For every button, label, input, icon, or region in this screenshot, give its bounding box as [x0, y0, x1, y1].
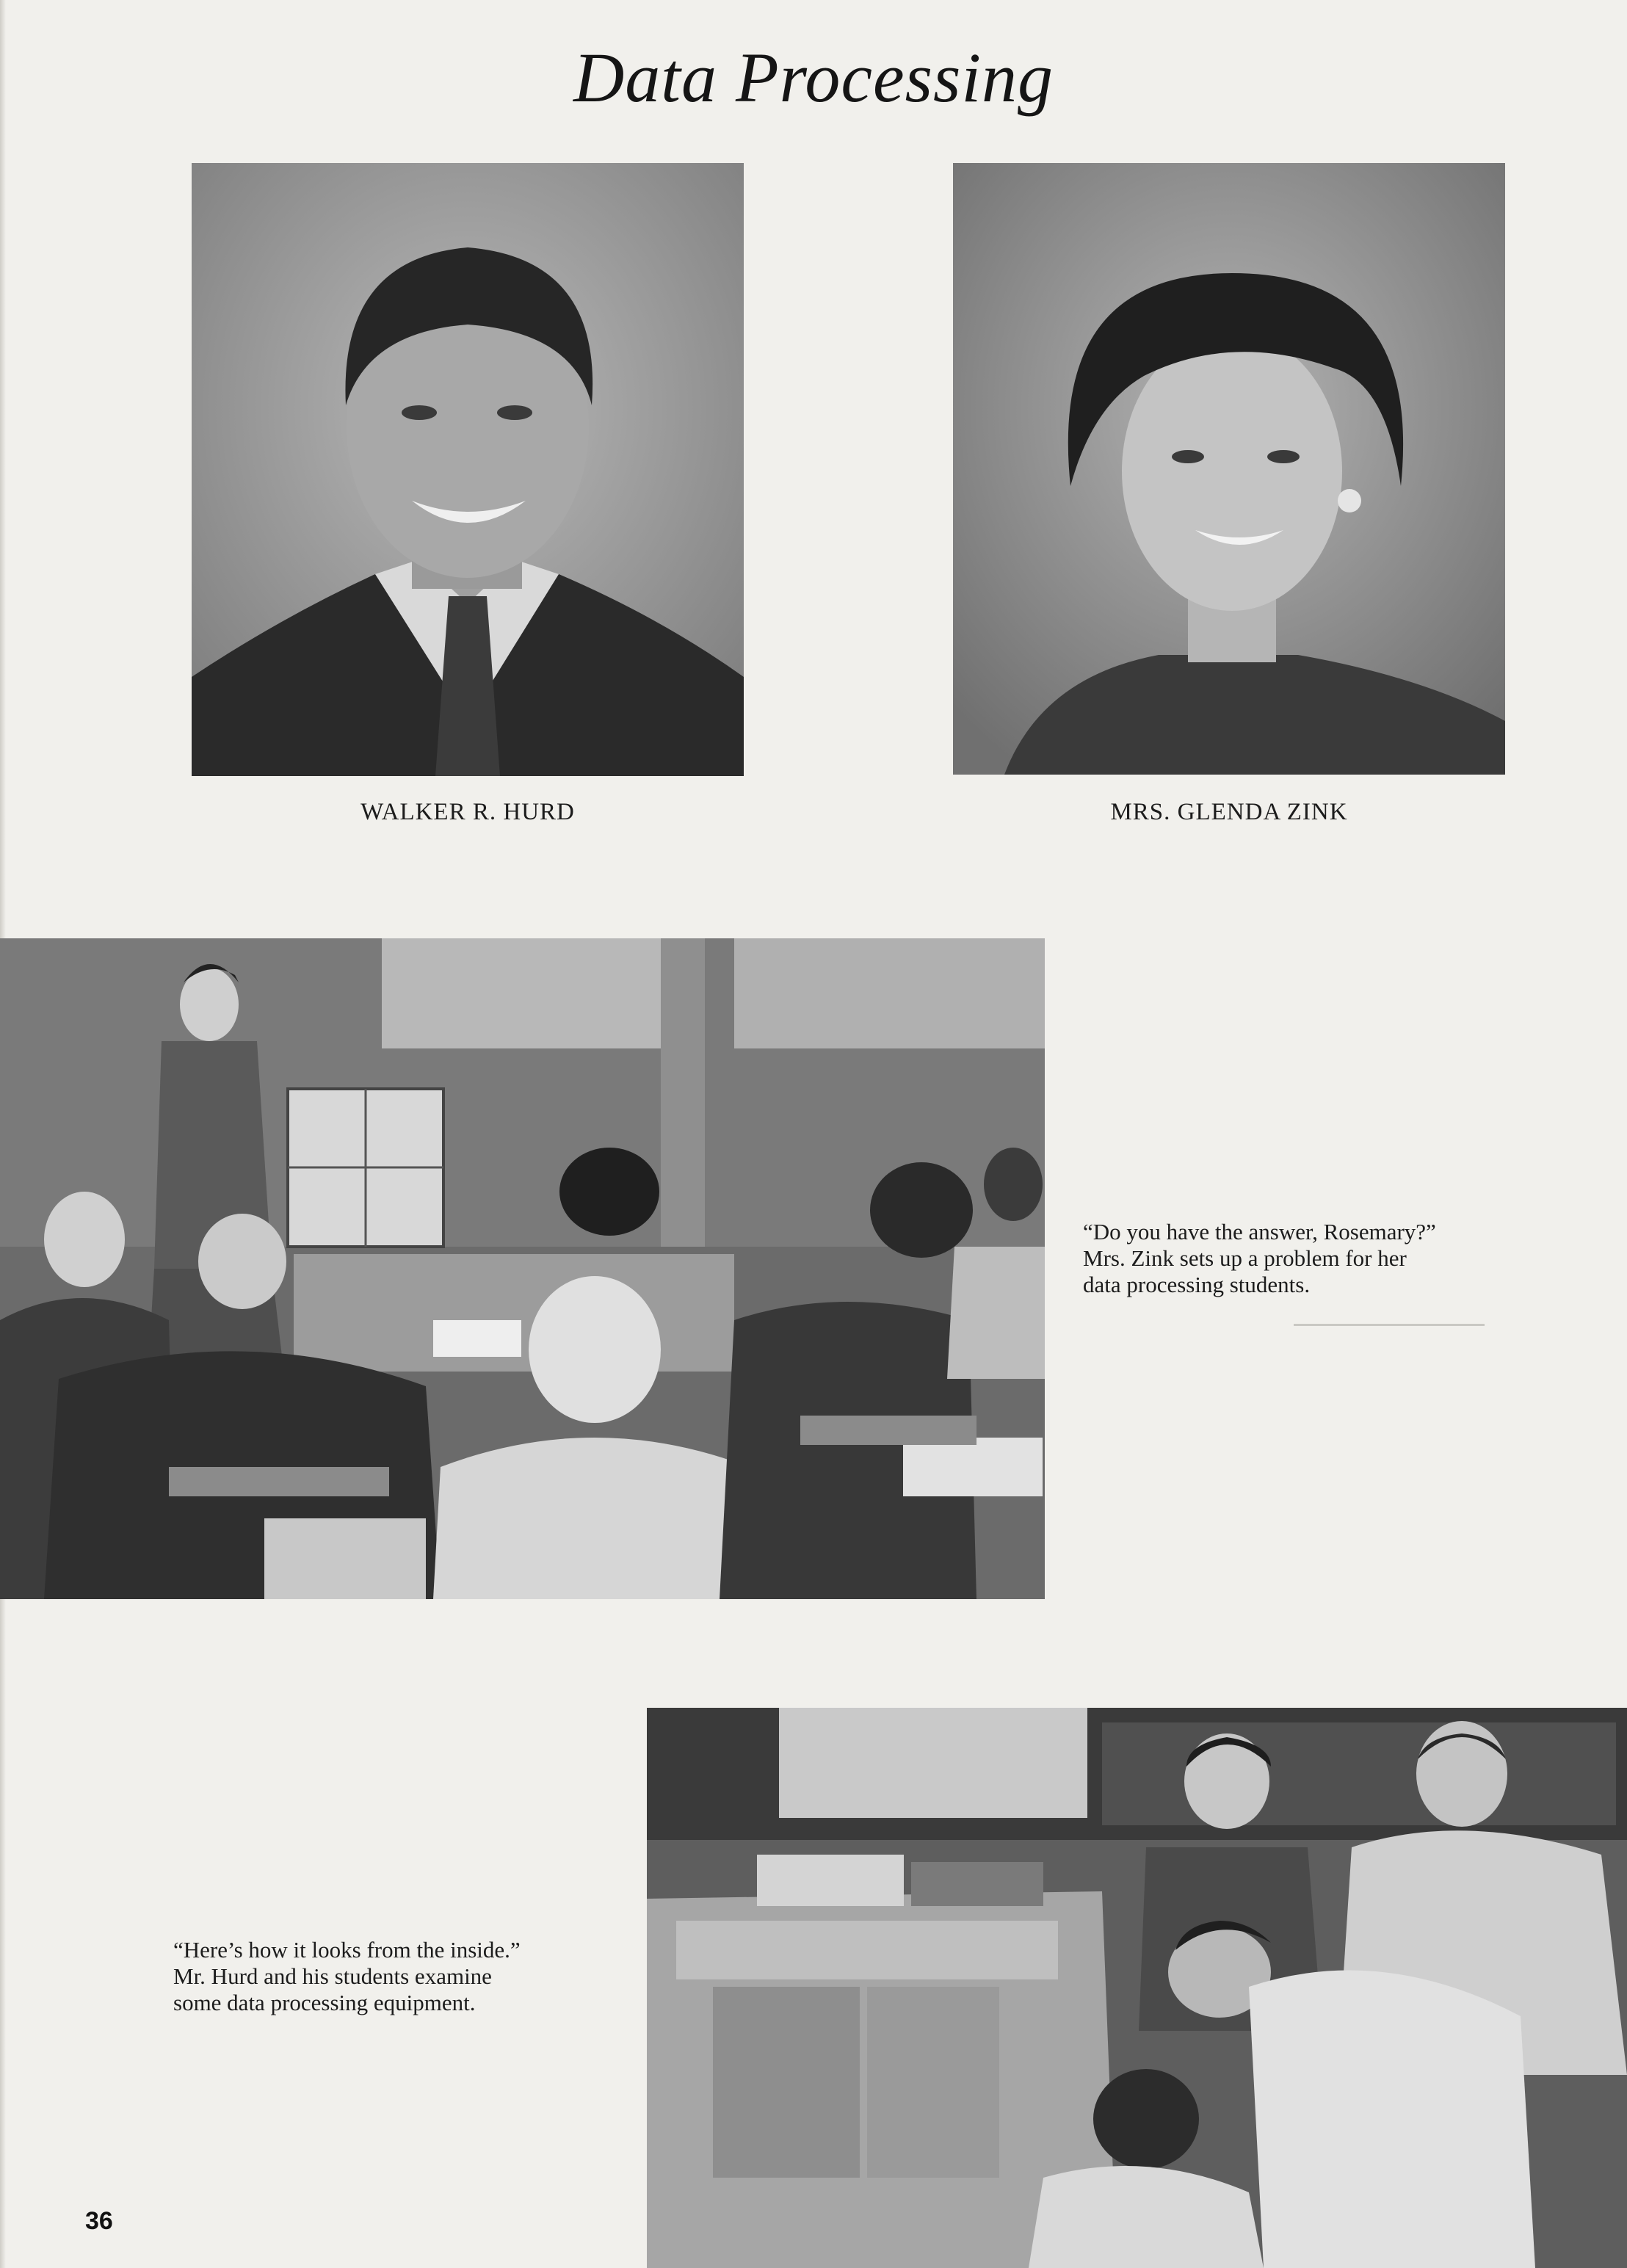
- classroom-caption-line: data processing students.: [1083, 1272, 1311, 1297]
- portrait-caption-glenda-zink: MRS. GLENDA ZINK: [1110, 799, 1348, 825]
- page-title: Data Processing: [573, 38, 1054, 117]
- classroom-photo: [0, 938, 1045, 1599]
- classroom-caption-line: “Do you have the answer, Rosemary?”: [1083, 1219, 1436, 1244]
- equipment-caption-line: “Here’s how it looks from the inside.”: [173, 1937, 521, 1963]
- classroom-caption: [1083, 1219, 1523, 1298]
- portrait-photo-glenda-zink: [953, 163, 1505, 775]
- equipment-caption-line: Mr. Hurd and his students examine: [173, 1963, 492, 1989]
- equipment-caption: [173, 1937, 614, 2016]
- portrait-caption-walker-hurd: WALKER R. HURD: [360, 799, 575, 825]
- faint-rule: [1294, 1324, 1485, 1326]
- classroom-caption-line: Mrs. Zink sets up a problem for her: [1083, 1245, 1407, 1271]
- page-number: 36: [85, 2207, 113, 2235]
- portrait-photo-walker-hurd: [192, 163, 744, 776]
- equipment-caption-line: some data processing equipment.: [173, 1990, 476, 2015]
- equipment-photo: [647, 1708, 1627, 2268]
